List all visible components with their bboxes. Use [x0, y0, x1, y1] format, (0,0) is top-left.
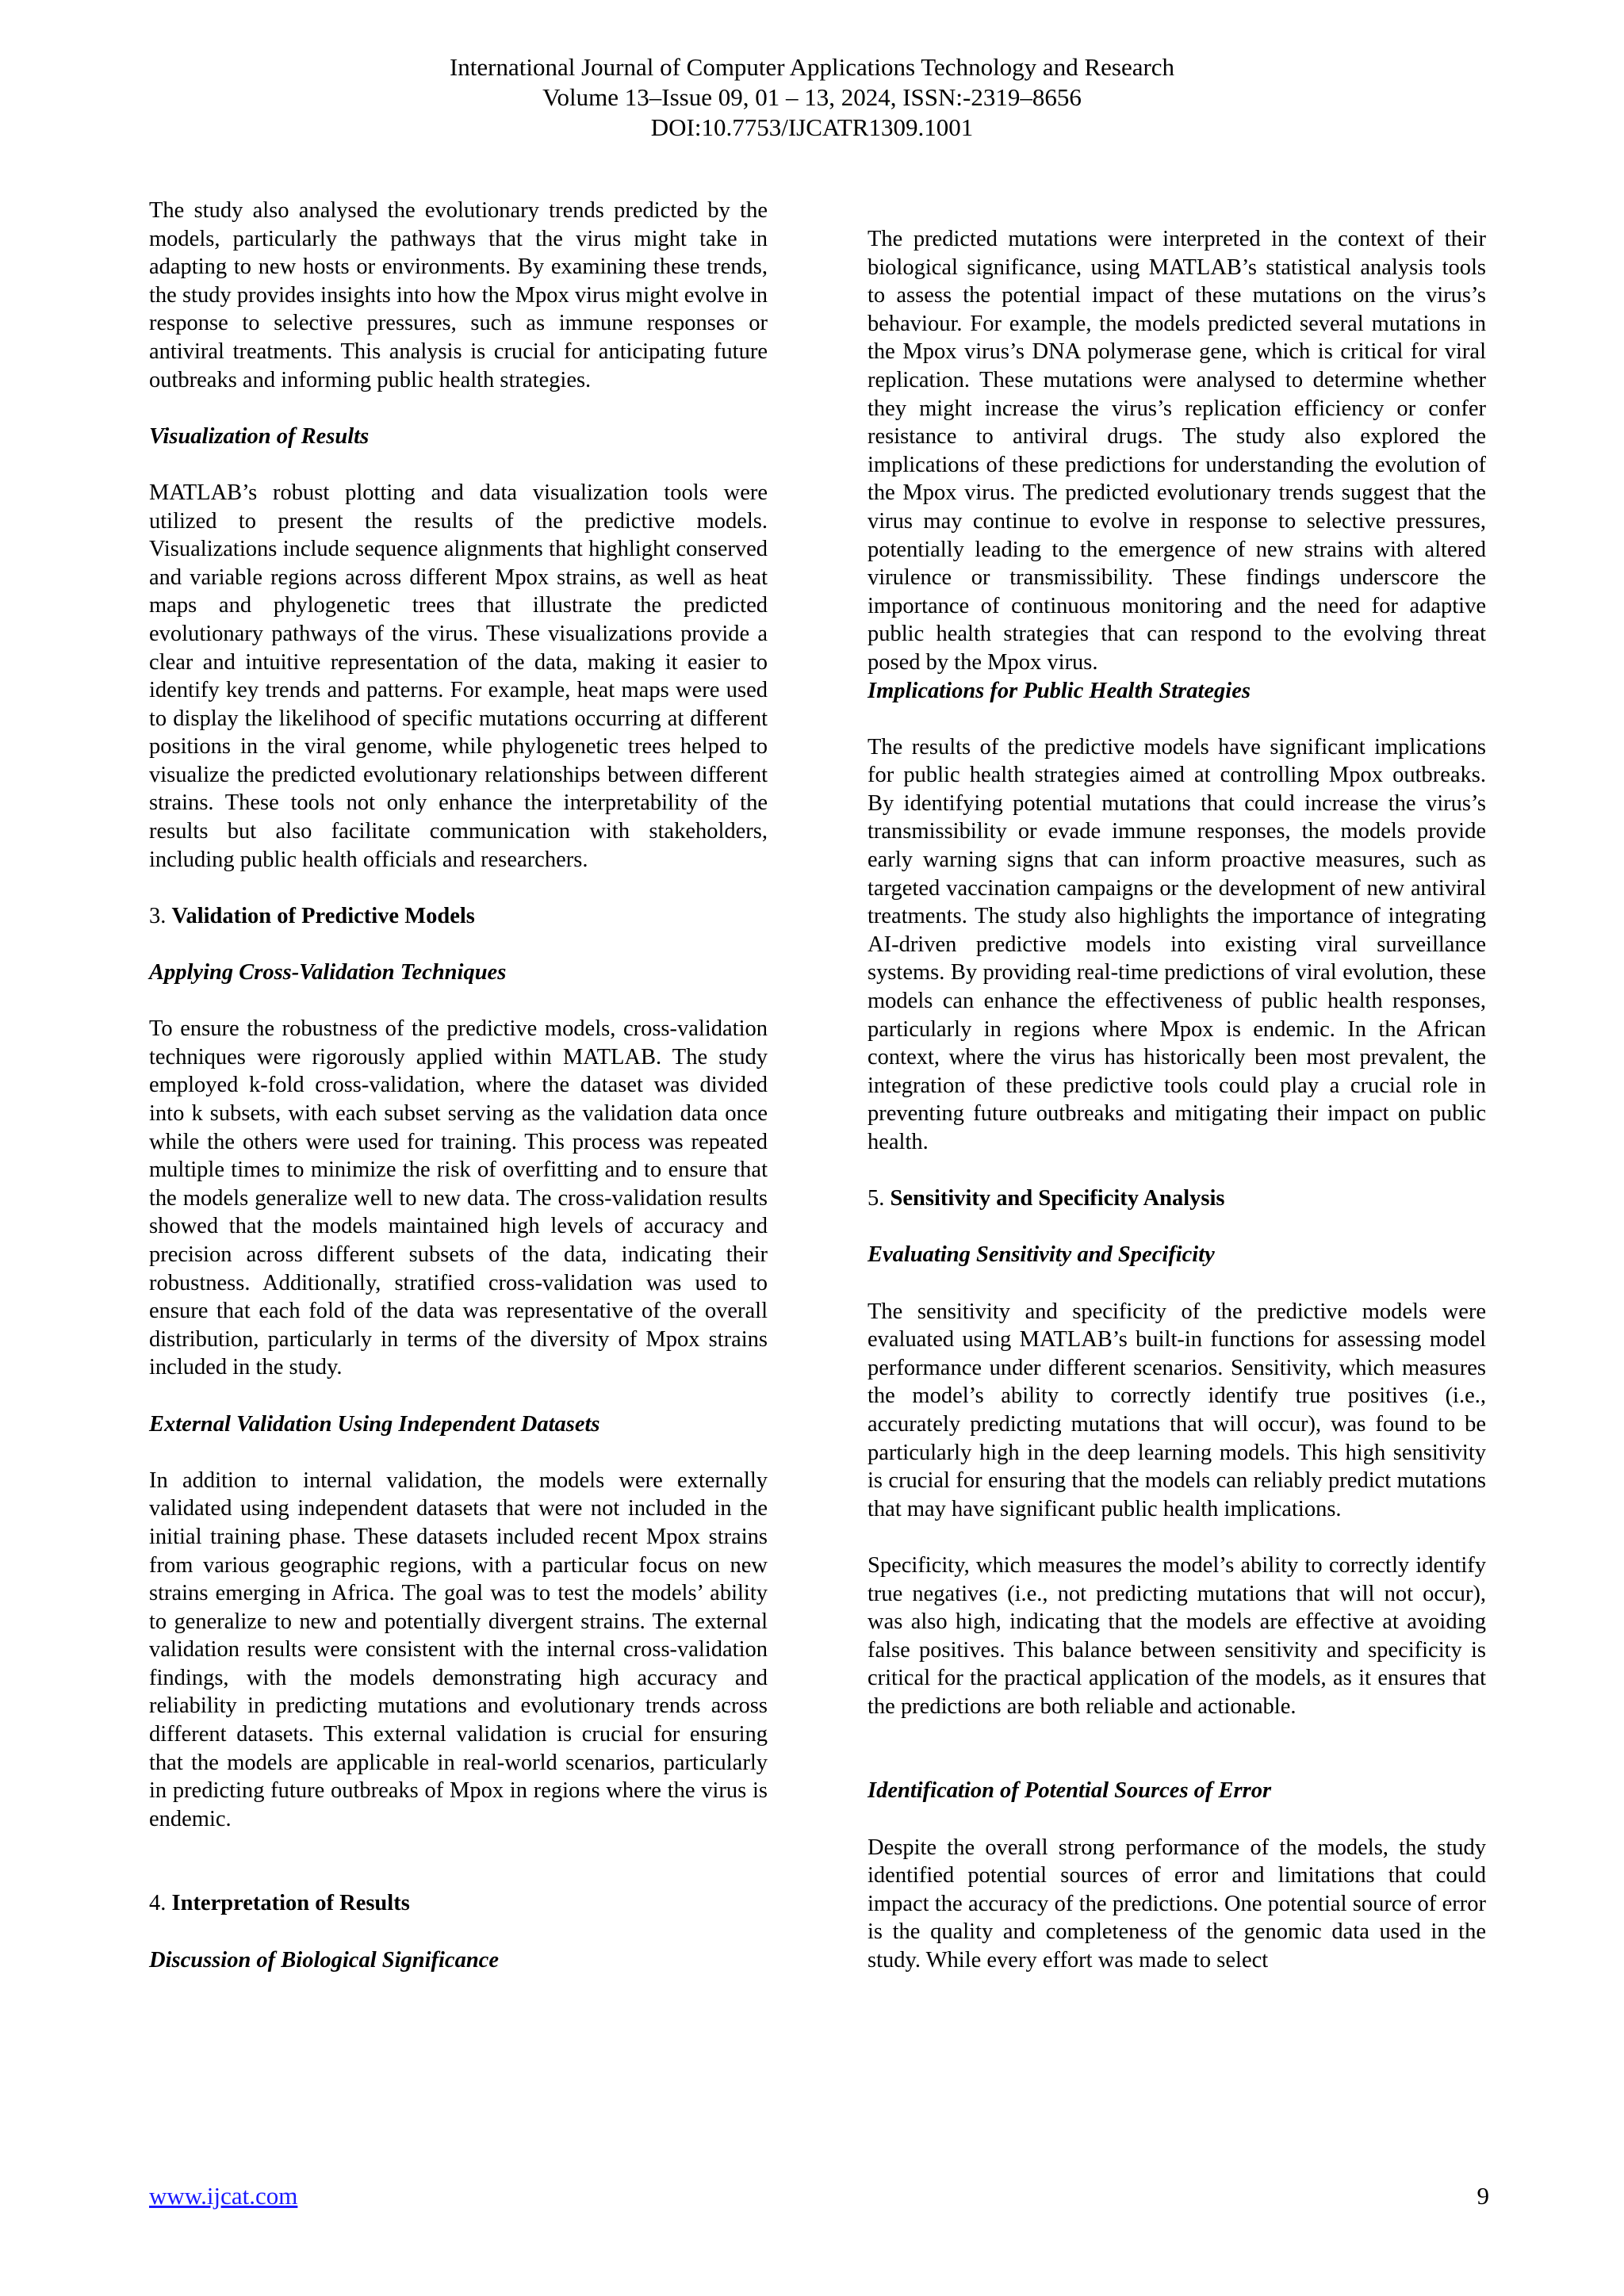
journal-title: International Journal of Computer Applications Technology and Research	[449, 53, 1175, 81]
journal-volume: Volume 13–Issue 09, 01 – 13, 2024, ISSN:-2319–8656	[542, 83, 1082, 111]
page-header	[0, 52, 1624, 143]
paragraph: MATLAB’s robust plotting and data visualization tools were utilized to present the results of the predictive models. Visualizations include sequence alignments that highlight conserved and variable regions across different Mpox strains, as well as heat maps and phylogenetic trees that illustrate the predicted evolutionary pathways of the virus. These visualizations provide a clear and intuitive representation of the data, making it easier to identify key trends and patterns. For example, heat maps were used to display the likelihood of specific mutations occurring at different positions in the viral genome, while phylogenetic trees helped to visualize the predicted evolutionary relationships between different strains. These tools not only enhance the interpretability of the results but also facilitate communication with stakeholders, including public health officials and researchers.	[149, 480, 768, 872]
subheading-external-validation: External Validation Using Independent Datasets	[149, 1411, 600, 1437]
paragraph: Despite the overall strong performance of the models, the study identified potential sources of error and limitations that could impact the accuracy of the predictions. One potential source of error is the quality and completeness of the genomic data used in the study. While every effort was made to select	[868, 1835, 1486, 1973]
section-heading-4	[149, 1889, 768, 1918]
left-column	[149, 197, 768, 1974]
paragraph: In addition to internal validation, the models were externally validated using independent datasets that were not included in the initial training phase. These datasets included recent Mpox strains from various geographic regions, with a particular focus on new strains emerging in Africa. The goal was to test the models’ ability to generalize to new and potentially divergent strains. The external validation results were consistent with the internal cross-validation findings, with the models demonstrating high accuracy and reliability in predicting mutations and evolutionary trends across different datasets. This external validation is crucial for ensuring that the models are applicable in real-world scenarios, particularly in predicting future outbreaks of Mpox in regions where the virus is endemic.	[149, 1468, 768, 1831]
subheading-public-health: Implications for Public Health Strategies	[868, 678, 1251, 703]
section-title: Sensitivity and Specificity Analysis	[890, 1186, 1225, 1211]
section-title: Validation of Predictive Models	[171, 903, 475, 928]
section-heading-3	[149, 902, 768, 931]
section-title: Interpretation of Results	[171, 1891, 410, 1916]
footer-website-link[interactable]: www.ijcat.com	[149, 2182, 298, 2210]
subheading-biological-significance: Discussion of Biological Significance	[149, 1947, 499, 1973]
section-number: 5.	[868, 1186, 891, 1211]
section-number: 4.	[149, 1891, 172, 1916]
section-number: 3.	[149, 903, 172, 928]
page-number: 9	[1477, 2182, 1489, 2210]
paragraph: The results of the predictive models have significant implications for public health strategies aimed at controlling Mpox outbreaks. By identifying potential mutations that could increase the virus’s transmissibility or evade immune responses, the models provide early warning signs that can inform proactive measures, such as targeted vaccination campaigns or the development of new antiviral treatments. The study also highlights the importance of integrating AI-driven predictive models into existing viral surveillance systems. By providing real-time predictions of viral evolution, these models can enhance the effectiveness of public health responses, particularly in regions where Mpox is endemic. In the African context, where the virus has historically been most prevalent, the integration of these predictive tools could play a crucial role in preventing future outbreaks and mitigating their impact on public health.	[868, 734, 1486, 1154]
paragraph: Specificity, which measures the model’s ability to correctly identify true negatives (i.e., not predicting mutations that will not occur), was also high, indicating that the models are effective at avoiding false positives. This balance between sensitivity and specificity is critical for the practical application of the models, as it ensures that the predictions are both reliable and actionable.	[868, 1552, 1486, 1719]
section-heading-5	[868, 1184, 1486, 1213]
subheading-cross-validation: Applying Cross-Validation Techniques	[149, 960, 507, 985]
subheading-visualization: Visualization of Results	[149, 423, 370, 449]
paragraph: To ensure the robustness of the predictive models, cross-validation techniques were rigorously applied within MATLAB. The study employed k-fold cross-validation, where the dataset was divided into k subsets, with each subset serving as the validation data once while the others were used for training. This process was repeated multiple times to minimize the risk of overfitting and to ensure that the models generalize well to new data. The cross-validation results showed that the models maintained high levels of accuracy and precision across different subsets of the data, indicating their robustness. Additionally, stratified cross-validation was used to ensure that each fold of the data was representative of the overall distribution, particularly in terms of the diversity of Mpox strains included in the study.	[149, 1016, 768, 1380]
paragraph: The study also analysed the evolutionary trends predicted by the models, particularly the pathways that the virus might take in adapting to new hosts or environments. By examining these trends, the study provides insights into how the Mpox virus might evolve in response to selective pressures, such as immune responses or antiviral treatments. This analysis is crucial for anticipating future outbreaks and informing public health strategies.	[149, 198, 768, 392]
paragraph: The predicted mutations were interpreted in the context of their biological significance, using MATLAB’s statistical analysis tools to assess the potential impact of these mutations on the virus’s behaviour. For example, the models predicted several mutations in the Mpox virus’s DNA polymerase gene, which is critical for viral replication. These mutations were analysed to determine whether they might increase the virus’s replication efficiency or confer resistance to antiviral drugs. The study also explored the implications of these predictions for understanding the evolution of the Mpox virus. The predicted evolutionary trends suggest that the virus may continue to evolve in response to selective pressures, potentially leading to the emergence of new strains with altered virulence or transmissibility. These findings underscore the importance of continuous monitoring and the need for adaptive public health strategies that can respond to the evolving threat posed by the Mpox virus.	[868, 227, 1486, 675]
subheading-evaluating: Evaluating Sensitivity and Specificity	[868, 1242, 1215, 1268]
subheading-sources-of-error: Identification of Potential Sources of Error	[868, 1778, 1272, 1804]
right-column	[868, 225, 1486, 1975]
paragraph: The sensitivity and specificity of the predictive models were evaluated using MATLAB’s built-in functions for assessing model performance under different scenarios. Sensitivity, which measures the model’s ability to correctly identify true positives (i.e., accurately predicting mutations that will occur), was found to be particularly high in the deep learning models. This high sensitivity is crucial for ensuring that the models can reliably predict mutations that may have significant public health implications.	[868, 1299, 1486, 1521]
journal-doi: DOI:10.7753/IJCATR1309.1001	[650, 113, 974, 141]
